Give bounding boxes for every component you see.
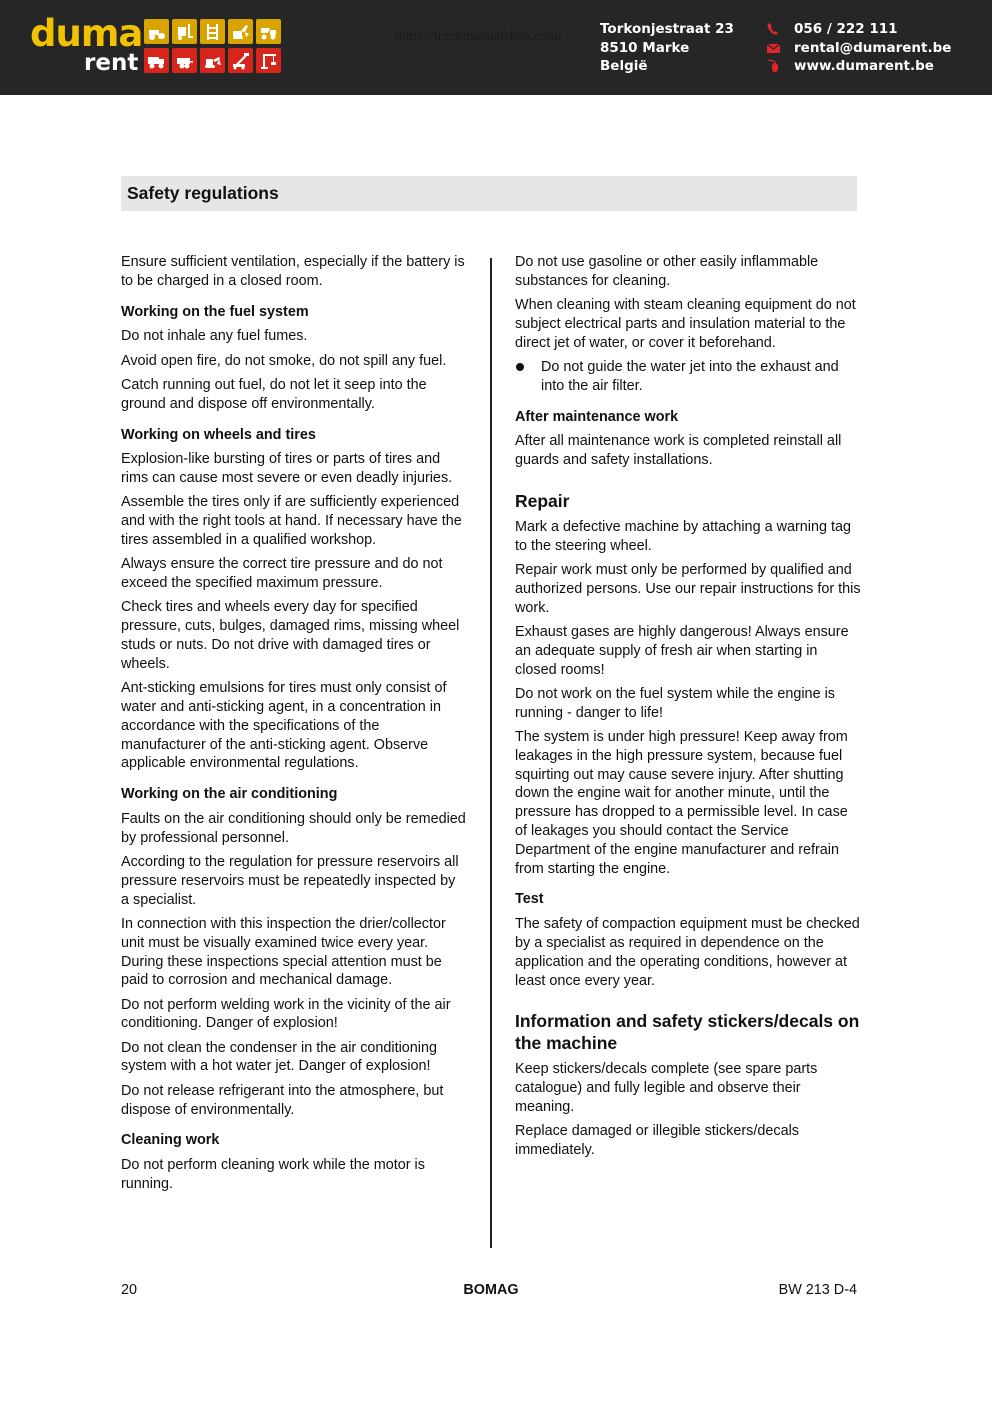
forklift-icon	[172, 19, 197, 44]
contact-web-text[interactable]: www.dumarent.be	[794, 58, 934, 74]
heading-repair: Repair	[515, 490, 570, 511]
footer-model: BW 213 D-4	[778, 1282, 857, 1298]
bullet-text: Do not guide the water jet into the exhaust and into the air filter.	[541, 358, 839, 394]
bullet-dot-icon	[515, 358, 541, 396]
paragraph: Explosion-like bursting of tires or parts of tires and rims can cause most severe or even deadly injuries.	[121, 451, 453, 487]
paragraph: Faults on the air conditioning should only be remedied by professional personnel.	[121, 810, 466, 846]
mouse-icon	[766, 59, 782, 73]
address-city: 8510 Marke	[600, 39, 690, 56]
header-url[interactable]: https://truckmanualshub.com/	[395, 29, 562, 44]
paragraph: Ant-sticking emulsions for tires must only consist of water and anti-sticking agent, in a concentration in accordance with the specifications of the manufacturer of the anti-sticking agent. Observe applicable environmental regulations.	[121, 680, 447, 772]
heading-cleaning-work: Cleaning work	[121, 1132, 220, 1149]
mini-excavator-icon	[200, 48, 225, 73]
paragraph: Check tires and wheels every day for specified pressure, cuts, bulges, damaged rims, missing wheel studs or nuts. Do not drive with damaged tires or wheels.	[121, 599, 460, 672]
crane-icon	[256, 48, 281, 73]
paragraph: Do not perform welding work in the vicinity of the air conditioning. Danger of explosion!	[121, 996, 451, 1032]
paragraph: In connection with this inspection the drier/collector unit must be visually examined twice every year. During these inspections special attention must be paid to corrosion and mechanical damage.	[121, 915, 446, 989]
paragraph: Mark a defective machine by attaching a warning tag to the steering wheel.	[515, 518, 851, 554]
column-divider	[490, 258, 492, 1248]
contact-email	[766, 39, 951, 58]
logo-rent: rent	[84, 50, 139, 76]
contact-email-text[interactable]: rental@dumarent.be	[794, 39, 952, 56]
aerial-lift-icon	[228, 48, 253, 73]
company-contacts	[766, 20, 951, 76]
footer-brand: BOMAG	[463, 1282, 519, 1298]
paragraph: Assemble the tires only if are sufficiently experienced and with the right tools at hand. If necessary have the tires assembled in a qualified workshop.	[121, 494, 462, 549]
excavator-icon	[228, 19, 253, 44]
paragraph: Replace damaged or illegible stickers/decals immediately.	[515, 1123, 799, 1158]
paragraph: Do not perform cleaning work while the motor is running.	[121, 1157, 425, 1192]
paragraph: Repair work must only be performed by qualified and authorized persons. Use our repair instructions for this work.	[515, 562, 861, 616]
logo-duma: duma	[30, 12, 143, 55]
contact-phone-text: 056 / 222 111	[794, 21, 898, 37]
page-number: 20	[121, 1282, 138, 1298]
heading-after-maintenance: After maintenance work	[515, 408, 679, 425]
company-address	[600, 20, 734, 76]
paragraph: After all maintenance work is completed reinstall all guards and safety installations.	[515, 433, 842, 469]
bullet-item	[515, 358, 861, 396]
mail-icon	[766, 41, 782, 55]
paragraph: Do not release refrigerant into the atmosphere, but dispose of environmentally.	[121, 1082, 444, 1118]
page-title: Safety regulations	[127, 183, 279, 203]
paragraph: The system is under high pressure! Keep away from leakages in the high pressure system, because fuel squirting out may cause severe injury. After shutting down the engine wait for another minute, until the pressure has dropped to a permissible level. In case of leakages you should contact the Service Department of the engine manufacturer and refrain from starting the engine.	[515, 728, 848, 877]
paragraph: According to the regulation for pressure reservoirs all pressure reservoirs must be repeatedly inspected by a specialist.	[121, 854, 459, 908]
address-country: België	[600, 58, 648, 74]
truck-icon	[144, 48, 169, 73]
heading-stickers-decals: Information and safety stickers/decals on the machine	[515, 1011, 860, 1054]
heading-test: Test	[515, 891, 544, 908]
paragraph: The safety of compaction equipment must be checked by a specialist as required in dependence on the application and the operating conditions, however at least once every year.	[515, 916, 860, 989]
dumper-icon	[256, 19, 281, 44]
paragraph: Do not use gasoline or other easily inflammable substances for cleaning.	[515, 254, 819, 289]
phone-icon	[766, 22, 782, 36]
paragraph: Always ensure the correct tire pressure and do not exceed the specified maximum pressure.	[121, 556, 443, 592]
contact-web	[766, 57, 951, 76]
left-column	[121, 253, 467, 1199]
heading-fuel-system: Working on the fuel system	[121, 303, 309, 320]
trailer-icon	[172, 48, 197, 73]
paragraph: Avoid open fire, do not smoke, do not spill any fuel.	[121, 352, 447, 369]
header-banner	[0, 0, 992, 95]
contact-phone	[766, 20, 951, 39]
logo-machine-icons	[144, 19, 284, 77]
scaffold-icon	[200, 19, 225, 44]
heading-air-conditioning: Working on the air conditioning	[121, 786, 338, 803]
paragraph: Do not clean the condenser in the air conditioning system with a hot water jet. Danger of explosion!	[121, 1039, 438, 1075]
paragraph: Catch running out fuel, do not let it seep into the ground and dispose off environmentally.	[121, 376, 427, 412]
address-street: Torkonjestraat 23	[600, 21, 734, 37]
paragraph-ventilation: Ensure sufficient ventilation, especially if the battery is to be charged in a closed room.	[121, 254, 465, 289]
right-column	[515, 253, 861, 1165]
paragraph: Keep stickers/decals complete (see spare parts catalogue) and fully legible and observe their meaning.	[515, 1061, 818, 1115]
paragraph: When cleaning with steam cleaning equipment do not subject electrical parts and insulation material to the direct jet of water, or cover it beforehand.	[515, 297, 856, 351]
roller-icon	[144, 19, 169, 44]
paragraph: Do not work on the fuel system while the engine is running - danger to life!	[515, 685, 835, 721]
paragraph: Exhaust gases are highly dangerous! Always ensure an adequate supply of fresh air when starting in closed rooms!	[515, 623, 849, 678]
section-title-bar	[121, 176, 857, 211]
paragraph: Do not inhale any fuel fumes.	[121, 328, 308, 345]
heading-wheels-tires: Working on wheels and tires	[121, 426, 316, 443]
